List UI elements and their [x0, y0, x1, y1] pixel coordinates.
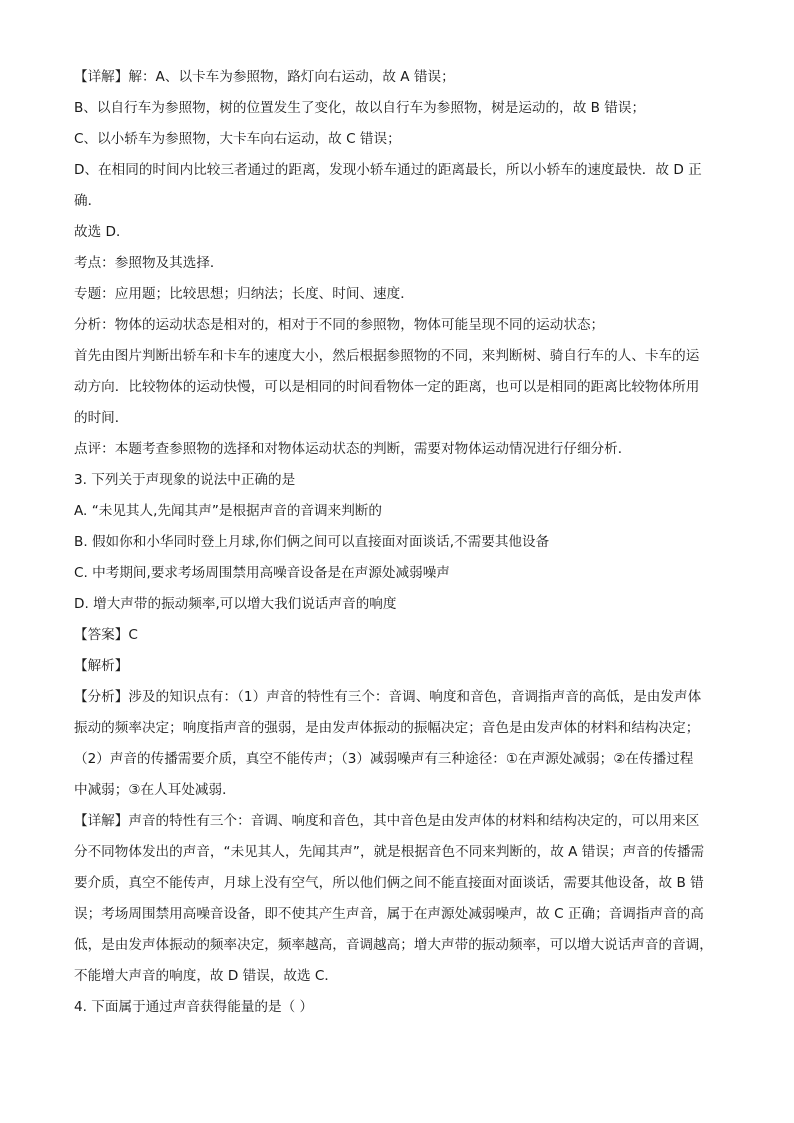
text-line: 确． — [74, 193, 102, 209]
text-line: 分不同物体发出的声音，“未见其人，先闻其声”，就是根据音色不同来判断的，故 A 错误；声音的传播需 — [74, 844, 705, 860]
text-line: B、以自行车为参照物，树的位置发生了变化，故以自行车为参照物，树是运动的，故 B 错误； — [74, 100, 646, 116]
text-line: （2）声音的传播需要介质，真空不能传声；（3）减弱噪声有三种途径：①在声源处减弱；②在传播过程 — [74, 751, 694, 767]
text-line: 考点：参照物及其选择． — [74, 255, 224, 271]
text-line: 动方向．比较物体的运动快慢，可以是相同的时间看物体一定的距离，也可以是相同的距离比较物体所用 — [74, 379, 700, 395]
answer-label: 【答案】C — [74, 627, 138, 643]
text-line: 中减弱；③在人耳处减弱． — [74, 782, 236, 798]
text-line: 要介质，真空不能传声，月球上没有空气，所以他们俩之间不能直接面对面谈话，需要其他设备，故 B 错 — [74, 875, 704, 891]
text-line: 【详解】解：A、以卡车为参照物，路灯向右运动，故 A 错误； — [74, 69, 455, 85]
text-line: 分析：物体的运动状态是相对的，相对于不同的参照物，物体可能呈现不同的运动状态； — [74, 317, 605, 333]
text-line: 误；考场周围禁用高噪音设备，即不使其产生声音，属于在声源处减弱噪声，故 C 正确；音调指声音的高 — [74, 906, 704, 922]
question-heading: 4. 下面属于通过声音获得能量的是（ ） — [74, 999, 314, 1015]
text-line: 首先由图片判断出轿车和卡车的速度大小，然后根据参照物的不同，来判断树、骑自行车的人、卡车的运 — [74, 348, 700, 364]
text-line: C、以小轿车为参照物，大卡车向右运动，故 C 错误； — [74, 131, 401, 147]
text-line: 不能增大声音的响度，故 D 错误，故选 C． — [74, 968, 339, 984]
option-a: A. “未见其人,先闻其声”是根据声音的音调来判断的 — [74, 503, 382, 519]
text-line: 的时间． — [74, 410, 129, 426]
option-c: C. 中考期间,要求考场周围禁用高噪音设备是在声源处减弱噪声 — [74, 565, 450, 581]
text-line: 故选 D． — [74, 224, 130, 240]
analysis-label: 【解析】 — [74, 658, 129, 674]
text-line: 【分析】涉及的知识点有：（1）声音的特性有三个：音调、响度和音色，音调指声音的高低，是由发声体 — [74, 689, 702, 705]
text-line: 点评：本题考查参照物的选择和对物体运动状态的判断，需要对物体运动情况进行仔细分析． — [74, 441, 632, 457]
text-line: 振动的频率决定；响度指声音的强弱，是由发声体振动的振幅决定；音色是由发声体的材料和结构决定； — [74, 720, 700, 736]
text-line: 低，是由发声体振动的频率决定，频率越高，音调越高；增大声带的振动频率，可以增大说话声音的音调， — [74, 937, 713, 953]
text-line: 专题：应用题；比较思想；归纳法；长度、时间、速度． — [74, 286, 414, 302]
question-heading: 3. 下列关于声现象的说法中正确的是 — [74, 472, 296, 488]
option-d: D. 增大声带的振动频率,可以增大我们说话声音的响度 — [74, 596, 397, 612]
option-b: B. 假如你和小华同时登上月球,你们俩之间可以直接面对面谈话,不需要其他设备 — [74, 534, 550, 550]
text-line: D、在相同的时间内比较三者通过的距离，发现小轿车通过的距离最长，所以小轿车的速度最快．故 D 正 — [74, 162, 702, 178]
text-line: 【详解】声音的特性有三个：音调、响度和音色，其中音色是由发声体的材料和结构决定的，可以用来区 — [74, 813, 700, 829]
